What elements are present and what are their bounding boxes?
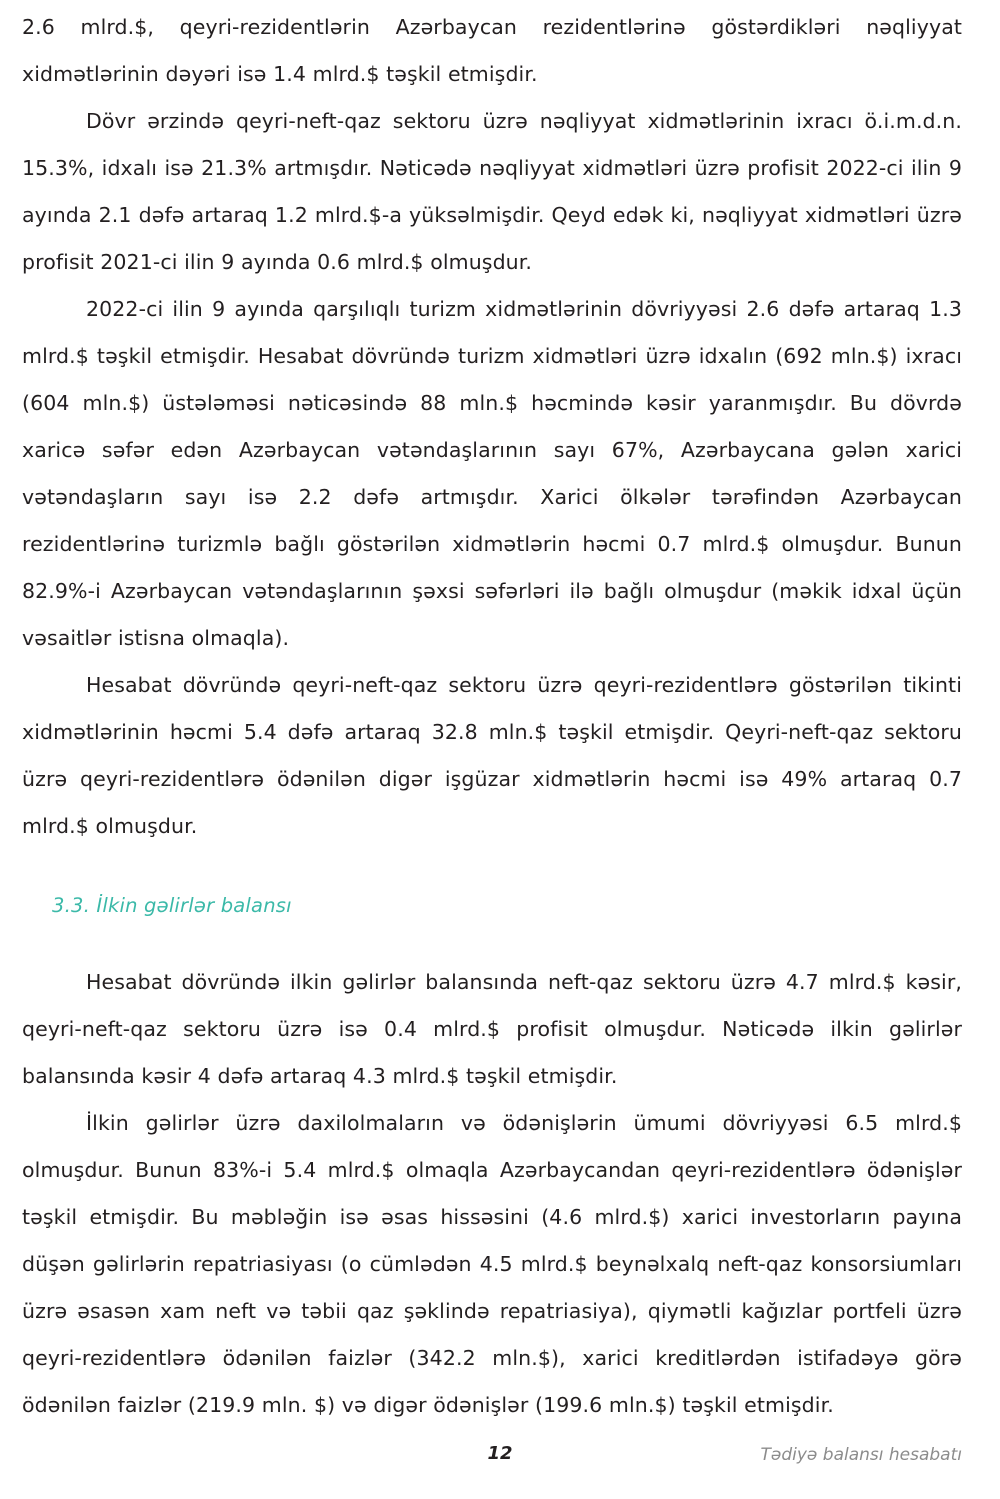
page-number: 12 [487,1443,513,1464]
paragraph-construction-services: Hesabat dövründə qeyri-neft-qaz sektoru üzrə qeyri-rezidentlərə göstərilən tikinti xidmətlərinin həcmi 5.4 dəfə artaraq 32.8 mln.$ təşkil etmişdir. Qeyri-neft-qaz sektoru üzrə qeyri-rezidentlərə ödənilən digər işgüzar xidmətlərin həcmi isə 49% artaraq 0.7 mlrd.$ olmuşdur. [22,673,962,838]
paragraph-primary-income-turnover: İlkin gəlirlər üzrə daxilolmaların və ödənişlərin ümumi dövriyyəsi 6.5 mlrd.$ olmuşdur. Bunun 83%-i 5.4 mlrd.$ olmaqla Azərbaycandan qeyri-rezidentlərə ödənişlər təşkil etmişdir. Bu məbləğin isə əsas hissəsini (4.6 mlrd.$) xarici investorların payına düşən gəlirlərin repatriasiyası (o cümlədən 4.5 mlrd.$ beynəlxalq neft-qaz konsorsiumları üzrə əsasən xam neft və təbii qaz şəklində repatriasiya), qiymətli kağızlar portfeli üzrə qeyri-rezidentlərə ödənilən faizlər (342.2 mln.$), xarici kreditlərdən istifadəyə görə ödənilən faizlər (219.9 mln. $) və digər ödənişlər (199.6 mln.$) təşkil etmişdir. [22,1111,962,1417]
text-block-primary-income [22,959,962,1429]
paragraph-primary-income-balance: Hesabat dövründə ilkin gəlirlər balansında neft-qaz sektoru üzrə 4.7 mlrd.$ kəsir, qeyri-neft-qaz sektoru üzrə isə 0.4 mlrd.$ profisit olmuşdur. Nəticədə ilkin gəlirlər balansında kəsir 4 dəfə artaraq 4.3 mlrd.$ təşkil etmişdir. [22,970,962,1088]
paragraph-tourism-services: 2022-ci ilin 9 ayında qarşılıqlı turizm xidmətlərinin dövriyyəsi 2.6 dəfə artaraq 1.3 mlrd.$ təşkil etmişdir. Hesabat dövründə turizm xidmətləri üzrə idxalın (692 mln.$) ixracı (604 mln.$) üstələməsi nəticəsində 88 mln.$ həcmində kəsir yaranmışdır. Bu dövrdə xaricə səfər edən Azərbaycan vətəndaşlarının sayı 67%, Azərbaycana gələn xarici vətəndaşların sayı isə 2.2 dəfə artmışdır. Xarici ölkələr tərəfindən Azərbaycan rezidentlərinə turizmlə bağlı göstərilən xidmətlərin həcmi 0.7 mlrd.$ olmuşdur. Bunun 82.9%-i Azərbaycan vətəndaşlarının şəxsi səfərləri ilə bağlı olmuşdur (məkik idxal üçün vəsaitlər istisna olmaqla). [22,297,962,650]
page-footer [0,1443,1000,1473]
footer-document-title: Tədiyə balansı hesabatı [760,1445,962,1465]
paragraph-continuation: 2.6 mlrd.$, qeyri-rezidentlərin Azərbaycan rezidentlərinə göstərdikləri nəqliyyat xidmətlərinin dəyəri isə 1.4 mlrd.$ təşkil etmişdir. [22,15,962,86]
section-heading-primary-income: 3.3. İlkin gəlirlər balansı [52,894,292,917]
paragraph-transport-services: Dövr ərzində qeyri-neft-qaz sektoru üzrə nəqliyyat xidmətlərinin ixracı ö.i.m.d.n. 15.3%, idxalı isə 21.3% artmışdır. Nəticədə nəqliyyat xidmətləri üzrə profisit 2022-ci ilin 9 ayında 2.1 dəfə artaraq 1.2 mlrd.$-a yüksəlmişdir. Qeyd edək ki, nəqliyyat xidmətləri üzrə profisit 2021-ci ilin 9 ayında 0.6 mlrd.$ olmuşdur. [22,109,962,274]
text-block-top [22,4,962,850]
